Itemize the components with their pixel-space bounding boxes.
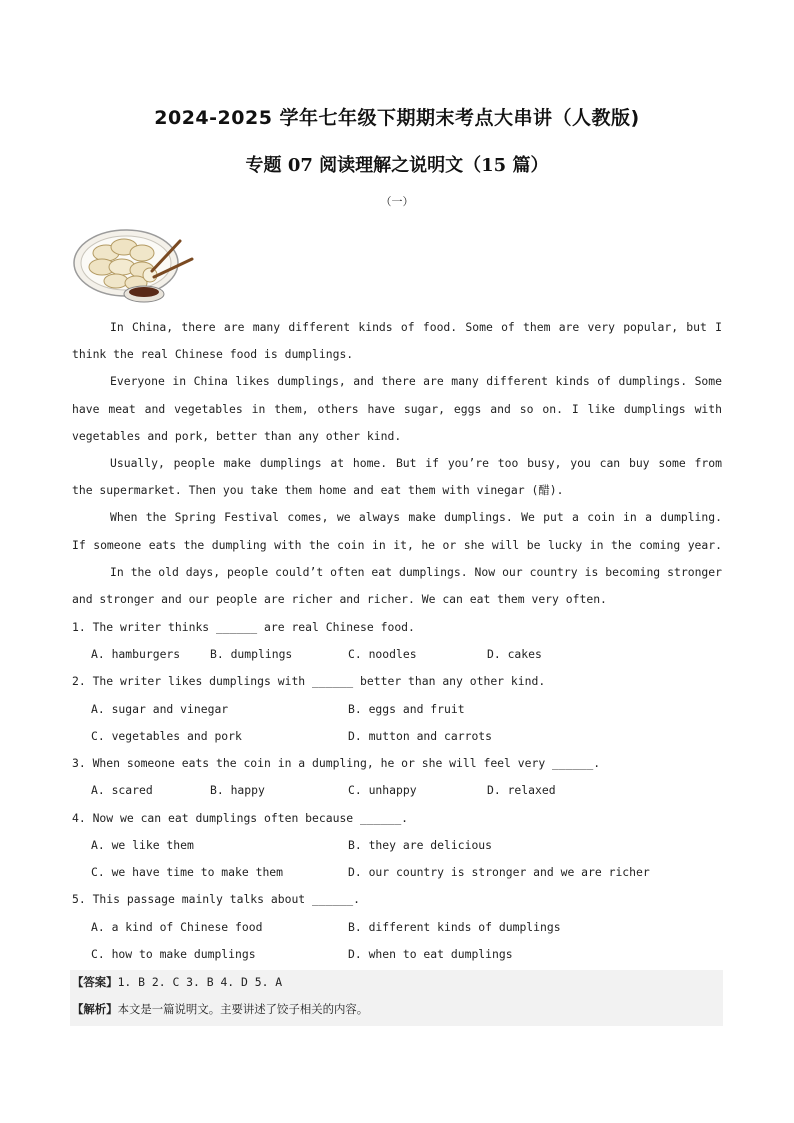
question-stem: 1. The writer thinks ______ are real Chinese food.: [72, 620, 415, 634]
question-options: [0, 641, 794, 668]
question-options: [0, 777, 794, 804]
option: C. we have time to make them: [91, 865, 284, 879]
question-options: [0, 859, 794, 886]
section-number: （一）: [380, 195, 414, 208]
passage-line: Usually, people make dumplings at home. But if you’re too busy, you can buy some from: [110, 456, 722, 471]
option: C. how to make dumplings: [91, 947, 256, 961]
answer-line: [72, 969, 282, 996]
passage-line: have meat and vegetables in them, others have sugar, eggs and so on. I like dumplings with: [72, 401, 722, 416]
option: A. scared: [91, 783, 153, 797]
option: A. sugar and vinegar: [91, 702, 229, 716]
option: D. cakes: [487, 647, 542, 661]
option: A. a kind of Chinese food: [91, 920, 263, 934]
question-stem: 4. Now we can eat dumplings often because ______.: [72, 811, 409, 825]
answer-label: 【答案】: [72, 975, 118, 989]
question-stem: 5. This passage mainly talks about ______.: [72, 892, 361, 906]
option: D. mutton and carrots: [348, 729, 493, 743]
passage-line: think the real Chinese food is dumplings.: [72, 347, 354, 362]
option: C. vegetables and pork: [91, 729, 242, 743]
option: D. when to eat dumplings: [348, 947, 513, 961]
question-options: [0, 723, 794, 750]
option: B. eggs and fruit: [348, 702, 465, 716]
passage-line: When the Spring Festival comes, we always make dumplings. We put a coin in a dumpling.: [110, 510, 722, 525]
passage-line: Everyone in China likes dumplings, and there are many different kinds of dumplings. Some: [110, 374, 722, 389]
answer-text: 1. B 2. C 3. B 4. D 5. A: [117, 975, 283, 989]
analysis-text: 本文是一篇说明文。主要讲述了饺子相关的内容。: [117, 1002, 369, 1016]
passage-line: and stronger and our people are richer and richer. We can eat them very often.: [72, 592, 607, 607]
analysis-label: 【解析】: [72, 1002, 118, 1016]
document-title: 2024-2025 学年七年级下期期末考点大串讲（人教版): [154, 107, 640, 129]
passage: [72, 314, 722, 613]
question-stem: 3. When someone eats the coin in a dumpling, he or she will feel very ______.: [72, 756, 601, 770]
passage-line: vegetables and pork, better than any other kind.: [72, 428, 402, 443]
question-options: [0, 696, 794, 723]
question-options: [0, 941, 794, 968]
option: B. dumplings: [210, 647, 293, 661]
option: A. hamburgers: [91, 647, 181, 661]
question-options: [0, 832, 794, 859]
option: B. happy: [210, 783, 265, 797]
question-options: [0, 914, 794, 941]
option: C. noodles: [348, 647, 417, 661]
option: C. unhappy: [348, 783, 417, 797]
document-subtitle: 专题 07 阅读理解之说明文（15 篇）: [245, 155, 549, 176]
passage-line: In China, there are many different kinds of food. Some of them are very popular, but I: [110, 320, 722, 334]
option: B. they are delicious: [348, 838, 493, 852]
option: B. different kinds of dumplings: [348, 920, 561, 934]
question-stem: 2. The writer likes dumplings with ______ better than any other kind.: [72, 674, 546, 688]
dumplings-plate-illustration: [72, 223, 202, 307]
option: D. our country is stronger and we are richer: [348, 865, 650, 879]
option: D. relaxed: [487, 783, 556, 797]
analysis-line: [72, 996, 368, 1023]
passage-line: In the old days, people could’t often eat dumplings. Now our country is becoming stronger: [110, 564, 722, 579]
passage-line: the supermarket. Then you take them home and eat them with vinegar (醋).: [72, 483, 564, 498]
option: A. we like them: [91, 838, 194, 852]
passage-line: If someone eats the dumpling with the coin in it, he or she will be lucky in the coming year.: [72, 537, 722, 552]
